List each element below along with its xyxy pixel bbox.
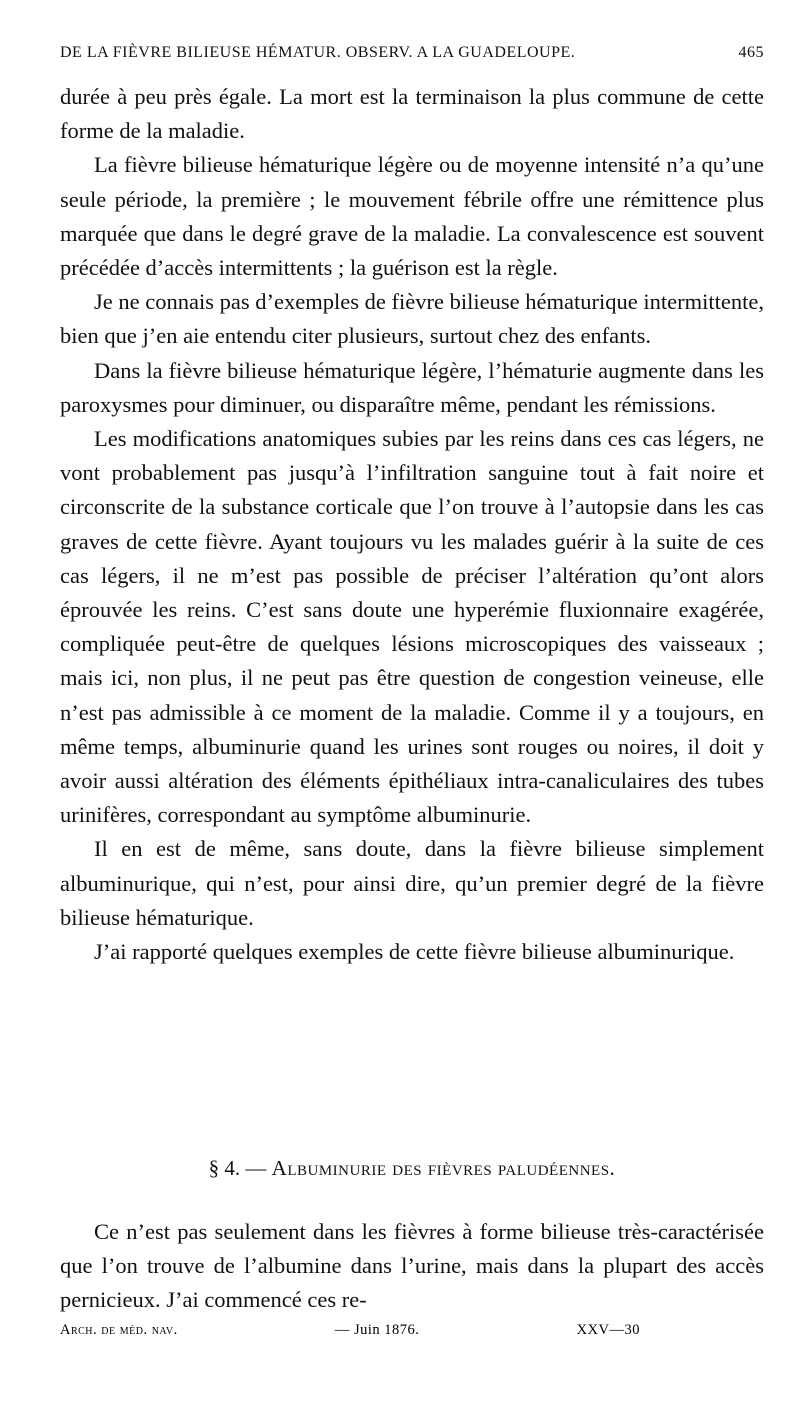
document-page — [60, 0, 764, 1419]
section-dash: — — [245, 1156, 267, 1180]
page-number: 465 — [738, 44, 764, 61]
paragraph: Dans la fièvre bilieuse hématurique légère, l’hématurie augmente dans les paroxysmes pour diminuer, ou disparaître même, pendant les rémissions. — [60, 357, 764, 417]
running-title: DE LA FIÈVRE BILIEUSE HÉMATUR. OBSERV. A LA GUADELOUPE. — [60, 44, 576, 61]
section-heading — [60, 1156, 764, 1181]
footer-journal: Arch. de méd. nav. — [60, 1322, 178, 1338]
paragraph: La fièvre bilieuse hématurique légère ou de moyenne intensité n’a qu’une seule période, la première ; le mouvement fébrile offre une rémittence plus marquée que dans le degré grave de la maladie. La convalescence est souvent précédée d’accès intermittents ; la guérison est la règle. — [60, 152, 764, 281]
paragraph: Ce n’est pas seulement dans les fièvres à forme bilieuse très-caractérisée que l’on trouve de l’albumine dans l’urine, mais dans la plupart des accès pernicieux. J’ai commencé ces re- — [60, 1219, 764, 1313]
signature-mark: XXV—30 — [576, 1322, 640, 1338]
section-title: Albuminurie des fièvres paludéennes. — [271, 1156, 616, 1180]
body-text — [60, 80, 764, 969]
running-header — [60, 44, 764, 62]
paragraph: J’ai rapporté quelques exemples de cette fièvre bilieuse albuminurique. — [94, 939, 735, 965]
page-footer — [60, 1322, 640, 1339]
paragraph: durée à peu près égale. La mort est la terminaison la plus commune de cette forme de la maladie. — [60, 84, 764, 144]
section-body — [60, 1215, 764, 1318]
paragraph: Il en est de même, sans doute, dans la fièvre bilieuse simplement albuminurique, qui n’est, pour ainsi dire, qu’un premier degré de la fièvre bilieuse hématurique. — [60, 836, 764, 930]
paragraph: Je ne connais pas d’exemples de fièvre bilieuse hématurique intermittente, bien que j’en aie entendu citer plusieurs, surtout chez des enfants. — [60, 289, 764, 349]
footer-date: — Juin 1876. — [334, 1322, 420, 1338]
paragraph: Les modifications anatomiques subies par les reins dans ces cas légers, ne vont probablement pas jusqu’à l’infiltration sanguine tout à fait noire et circonscrite de la substance corticale que l’on trouve à l’autopsie dans les cas graves de cette fièvre. Ayant toujours vu les malades guérir à la suite de ces cas légers, il ne m’est pas possible de préciser l’altération qu’ont alors éprouvée les reins. C’est sans doute une hyperémie fluxionnaire exagérée, compliquée peut-être de quelques lésions microscopiques des vaisseaux ; mais ici, non plus, il ne peut pas être question de congestion veineuse, elle n’est pas admissible à ce moment de la maladie. Comme il y a toujours, en même temps, albuminurie quand les urines sont rouges ou noires, il doit y avoir aussi altération des éléments épithéliaux intra-canaliculaires des tubes urinifères, correspondant au symptôme albuminurie. — [60, 426, 764, 828]
section-number: § 4. — [208, 1156, 241, 1180]
